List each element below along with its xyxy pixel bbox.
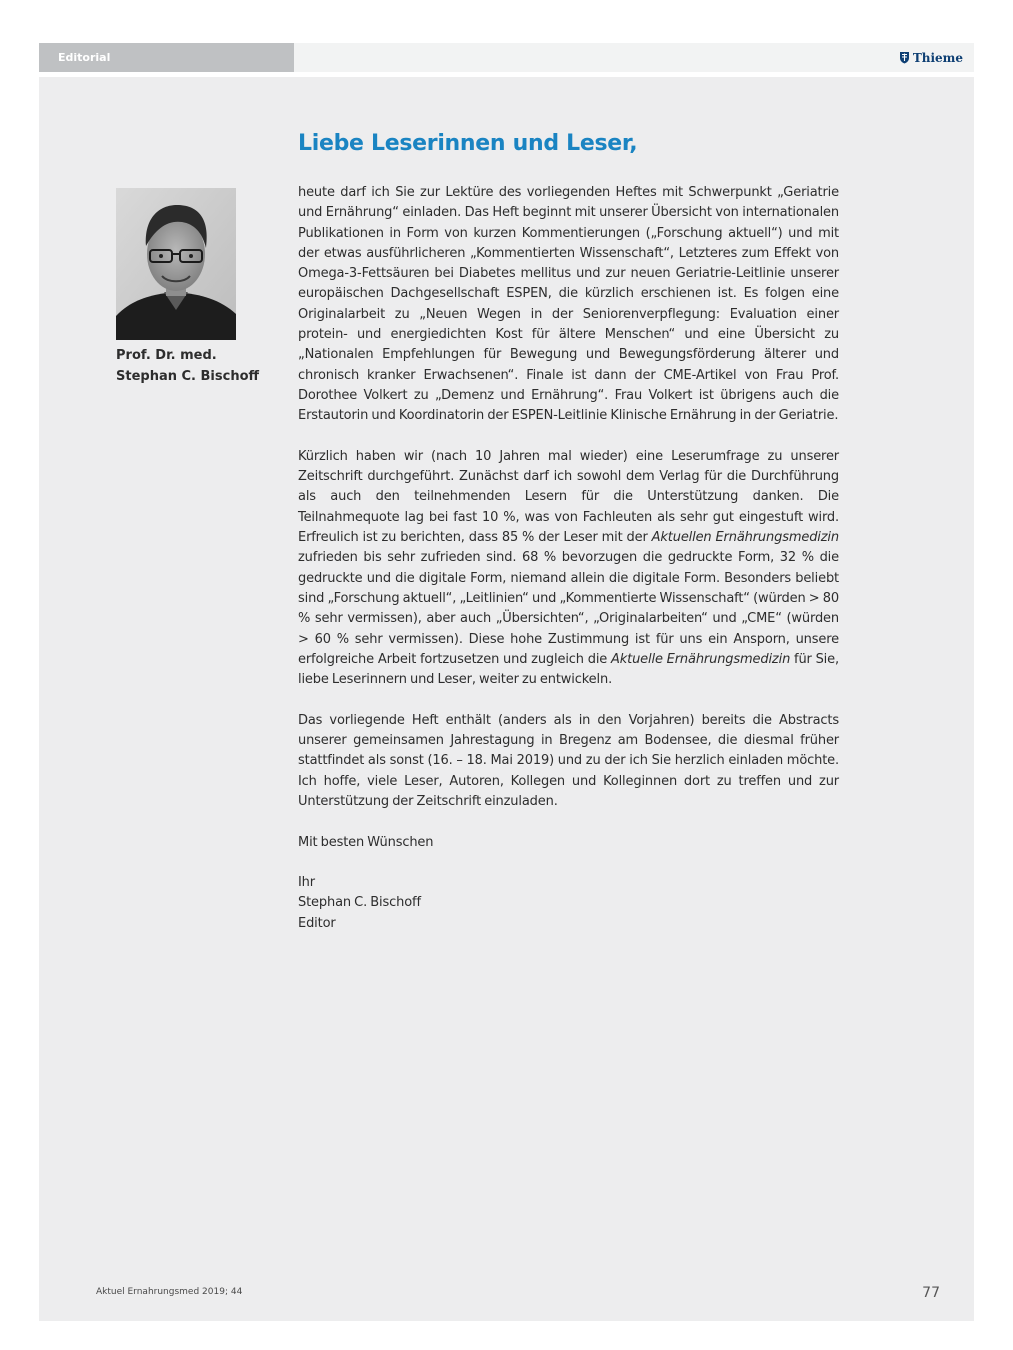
author-name: Stephan C. Bischoff bbox=[116, 368, 260, 384]
body-paragraph bbox=[298, 447, 839, 691]
author-caption bbox=[116, 346, 286, 387]
author-title: Prof. Dr. med. bbox=[116, 348, 217, 363]
signature-name: Stephan C. Bischoff bbox=[298, 895, 421, 911]
journal-title-italic: Aktuelle Ernährungsmedizin bbox=[611, 651, 791, 667]
publisher-logo bbox=[899, 43, 963, 72]
author-portrait bbox=[116, 188, 236, 340]
article-body bbox=[298, 183, 839, 934]
paragraph-text: zufrieden bis sehr zufrieden sind. 68 % bevorzugen die gedruckte Form, 32 % die gedruckte und die digitale Form, niemand allein die digitale Form. Besonders beliebt sind „Forschung aktuell“, „Leitlinien“ und „Kommentierte Wissenschaft“ (würden > 80 % sehr vermissen), aber auch „Übersichten“, „Originalarbeiten“ und „CME“ (würden > 60 % sehr vermissen). Diese hohe Zustimmung ist für uns ein Ansporn, unsere erfolgreiche Arbeit fortzusetzen und zugleich die bbox=[298, 550, 839, 667]
article-headline: Liebe Leserinnen und Leser, bbox=[298, 131, 638, 156]
paragraph-text: Kürzlich haben wir (nach 10 Jahren mal wieder) eine Leserumfrage zu unserer Zeitschrift durchgeführt. Zunächst darf ich sowohl dem Verlag für die Durchführung als auch den teilnehmenden Lesern für die Unterstützung danken. Die Teilnahmequote lag bei fast 10 %, was von Fachleuten als sehr gut eingestuft wird. Erfreulich ist zu berichten, dass 85 % der Leser mit der bbox=[298, 448, 839, 546]
journal-title-italic: Aktuellen Ernährungsmedizin bbox=[651, 530, 839, 546]
publisher-name: Thieme bbox=[912, 50, 963, 65]
page-header-bar bbox=[39, 43, 974, 72]
page-number: 77 bbox=[922, 1285, 940, 1301]
paragraph-text: Das vorliegende Heft enthält (anders als in den Vorjahren) bereits die Abstracts unserer gemeinsamen Jahrestagung in Bregenz am Bodensee, die diesmal früher stattfindet als sonst (16. – 18. Mai 2019) und zu der ich Sie herzlich einladen möchte. Ich hoffe, viele Leser, Autoren, Kollegen und Kolleginnen dort zu treffen und zur Unterstützung der Zeitschrift einzuladen. bbox=[298, 712, 839, 809]
body-paragraph bbox=[298, 183, 839, 427]
closing-greeting: Mit besten Wünschen bbox=[298, 834, 434, 850]
closing-salutation: Ihr bbox=[298, 875, 315, 891]
thieme-crest-icon bbox=[899, 51, 910, 64]
closing-block bbox=[298, 833, 839, 934]
section-label: Editorial bbox=[39, 43, 294, 72]
signature-role: Editor bbox=[298, 915, 336, 931]
paragraph-text: heute darf ich Sie zur Lektüre des vorliegenden Heftes mit Schwerpunkt „Geriatrie und Ernährung“ einladen. Das Heft beginnt mit unserer Übersicht von internationalen Publikationen in Form von kurzen Kommentierungen („Forschung aktuell“) und mit der etwas ausführlicheren „Kommentierten Wissenschaft“, Letzteres zum Effekt von Omega-3-Fettsäuren bei Diabetes mellitus und zur neuen Geriatrie-Leitlinie unserer europäischen Dachgesellschaft ESPEN, die kürzlich erschienen ist. Es folgen eine Originalarbeit zu „Neuen Wegen in der Seniorenverpflegung: Evaluation einer protein- und energiedichten Kost für ältere Menschen“ und eine Übersicht zu „Nationalen Empfehlungen für Bewegung und Bewegungsförderung älterer und chronisch kranker Erwachsenen“. Finale ist dann der CME-Artikel von Frau Prof. Dorothee Volkert zu „Demenz und Ernährung“. Frau Volkert ist übrigens auch die Erstautorin und Koordinatorin der ESPEN-Leitlinie Klinische Ernährung in der Geriatrie. bbox=[298, 185, 839, 424]
body-paragraph bbox=[298, 711, 839, 812]
paragraph-text: für Sie, liebe Leserinnern und Leser, weiter zu entwickeln. bbox=[298, 651, 839, 688]
journal-citation: Aktuel Ernahrungsmed 2019; 44 bbox=[96, 1287, 243, 1297]
article-paragraphs bbox=[298, 183, 839, 812]
